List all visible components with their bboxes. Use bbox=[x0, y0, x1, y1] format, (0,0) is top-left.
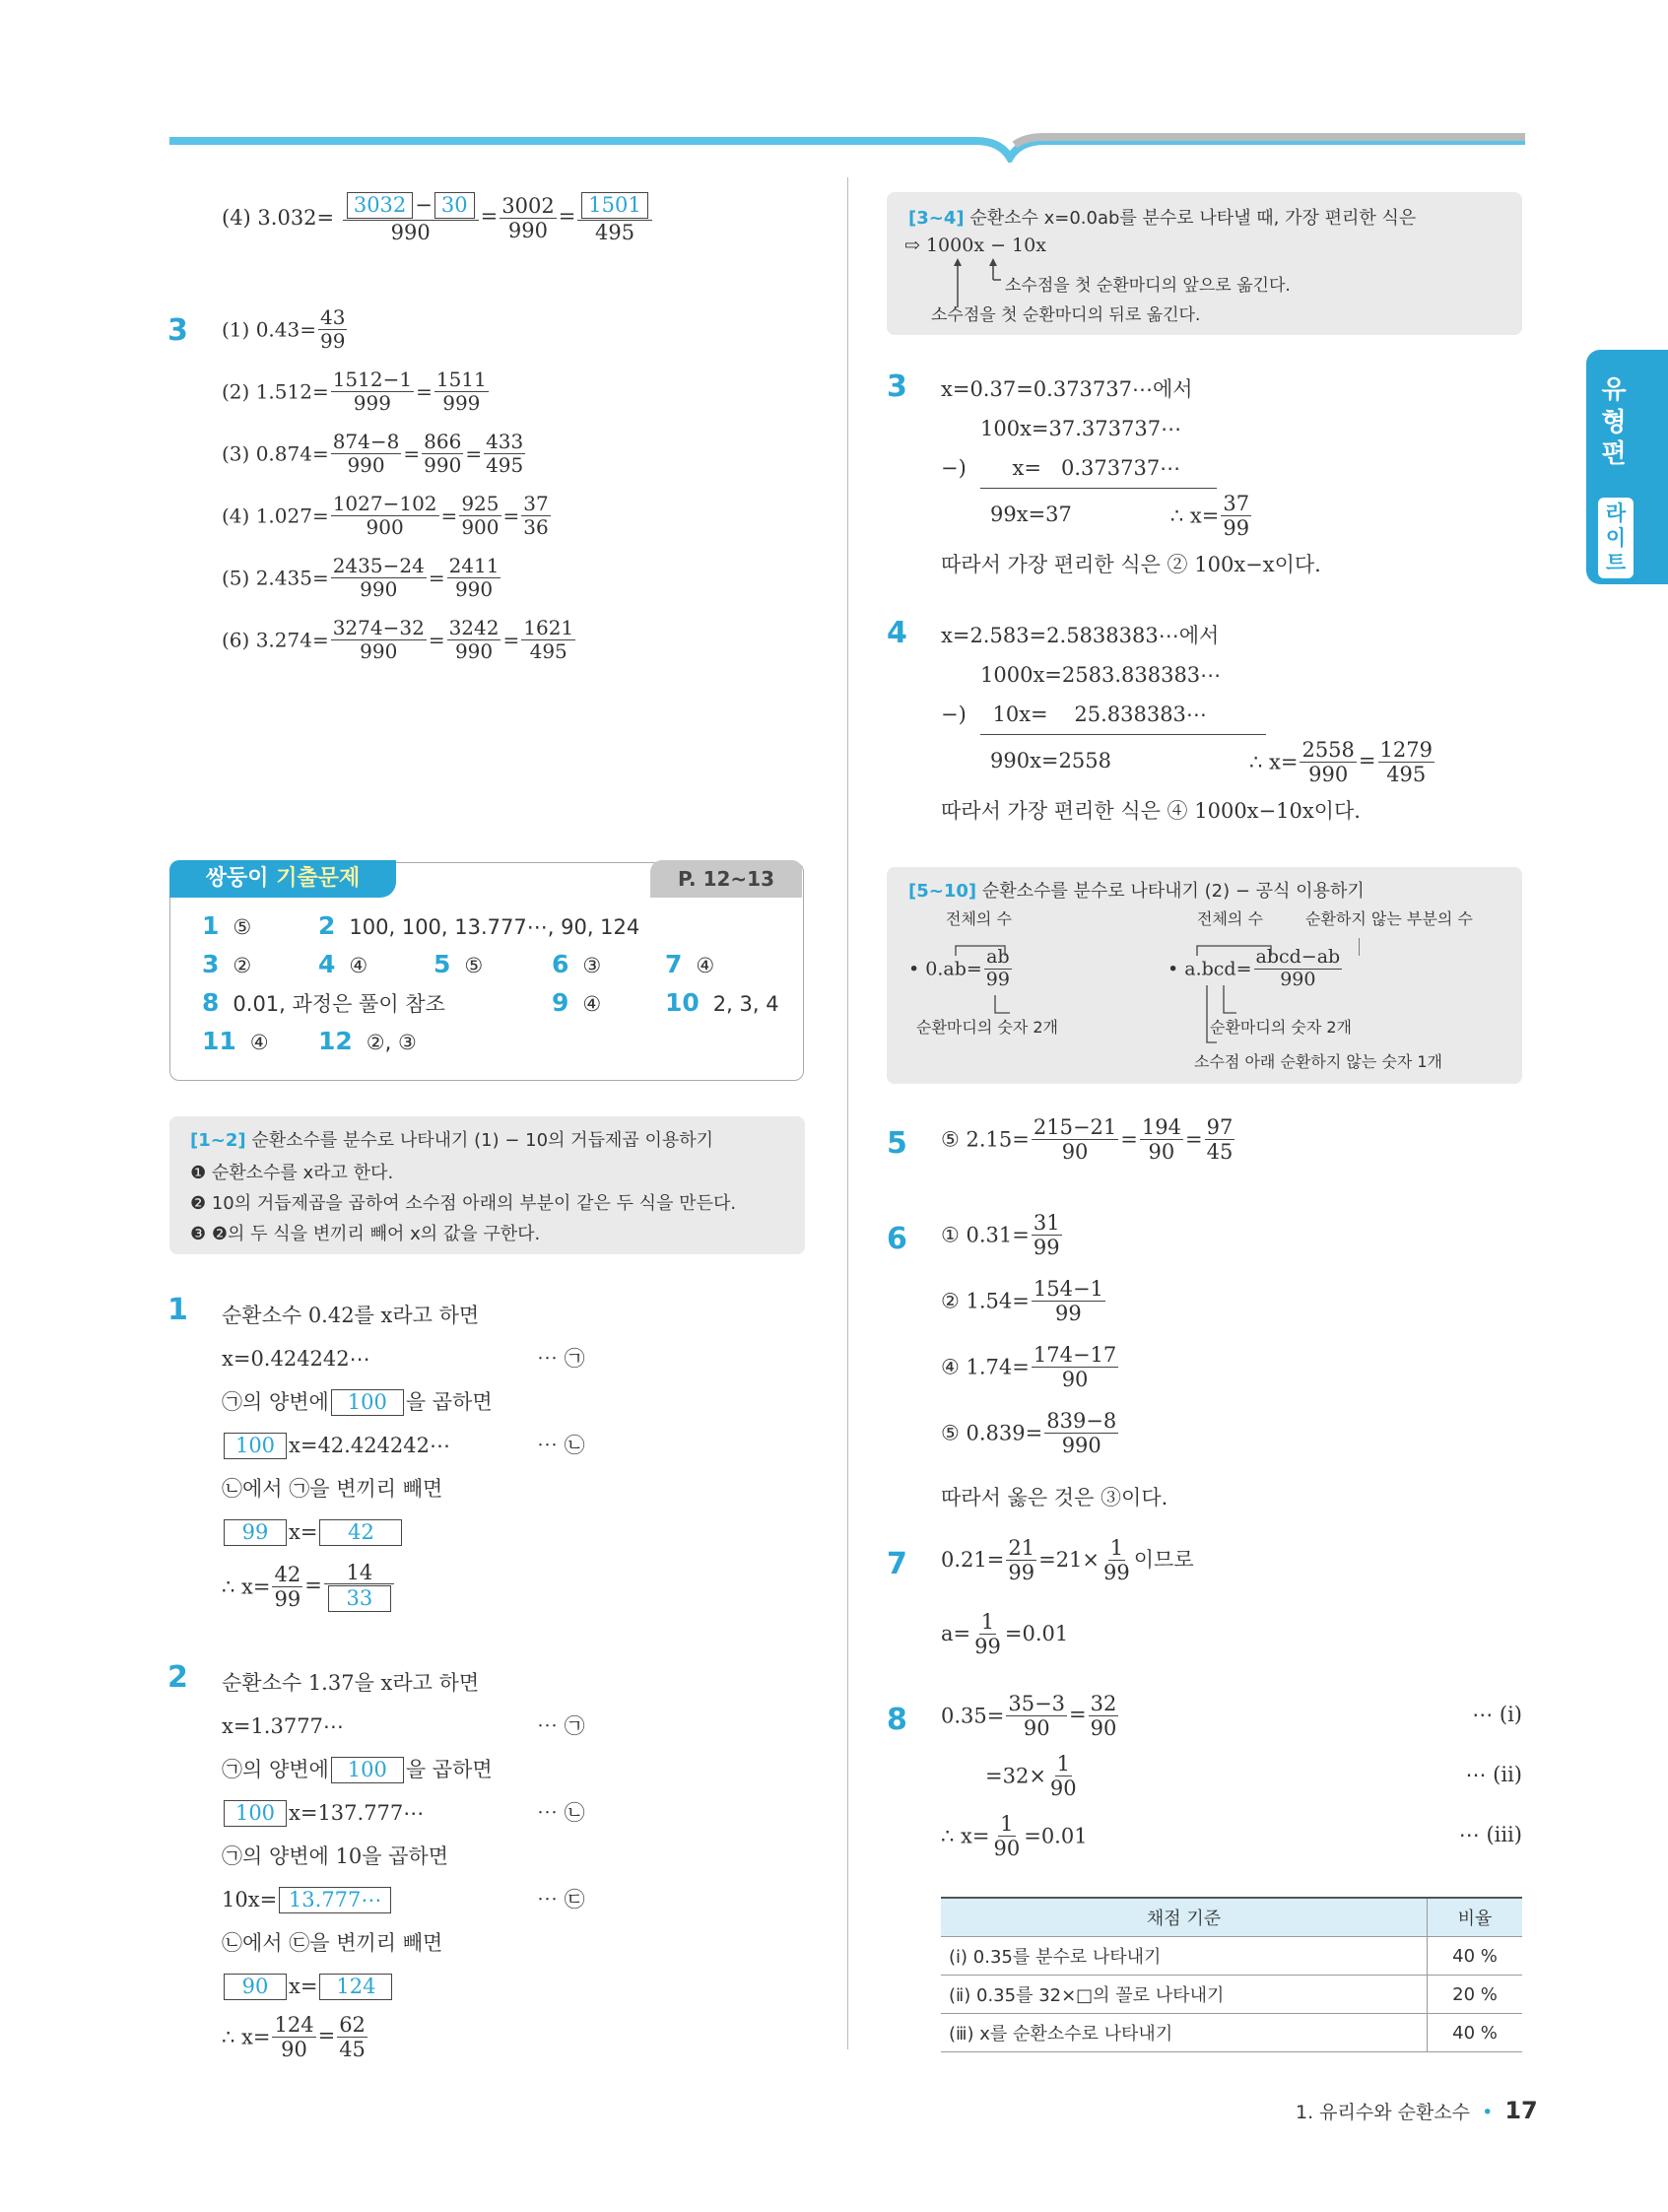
tip-line: ❶ 순환소수를 x라고 한다. bbox=[190, 1163, 394, 1183]
r-q4-solution: x=2.583=2.5838383⋯에서 1000x=2583.838383⋯ −) 10x= 25.838383⋯ 990x=2558 ∴ x= $\frac{2558}{990}$ = $\frac{1279}{495}$ 따라서 가장 편리한 식은 ④ 1000x−10x이다. bbox=[941, 624, 1433, 824]
page-number: 17 bbox=[1504, 2097, 1538, 2124]
equation-line: (4) 1.027= $\frac{1027-102}{900}$ = $\frac{925}{900}$ = $\frac{37}{36}$ bbox=[222, 492, 549, 539]
table-row bbox=[941, 1976, 1522, 2014]
twin-answer bbox=[318, 1027, 417, 1055]
scoring-table bbox=[941, 1897, 1522, 2052]
answer-box: 42 bbox=[319, 1519, 402, 1546]
tip-title: [3~4] 순환소수 x=0.0ab를 분수로 나타낼 때, 가장 편리한 식은 bbox=[908, 208, 1417, 229]
answer-box: 100 bbox=[224, 1433, 287, 1459]
side-tab-label-sub: 라이트 bbox=[1598, 498, 1634, 578]
equation-line: (1) 0.43= $\frac{43}{99}$ bbox=[222, 305, 346, 353]
tip-line: ❷ 10의 거듭제곱을 곱하여 소수점 아래의 부분이 같은 두 식을 만든다. bbox=[190, 1193, 737, 1214]
answer-value: ② bbox=[233, 954, 252, 977]
q6-conclusion: 따라서 옳은 것은 ③이다. bbox=[941, 1486, 1168, 1509]
fraction: $\frac{1621}{495}$ bbox=[523, 616, 574, 663]
q2-solution: 순환소수 1.37을 x라고 하면 x=1.3777⋯ ⋯ ㉠ ㉠의 양변에 100 을 곱하면 100 x=137.777⋯ ⋯ ㉡ ㉠의 양변에 10을 곱하면 10x= 13.777⋯ ⋯ ㉢ ㉡에서 ㉢을 변끼리 빼면 90 x= 124 ∴ x= $\frac{124}{90}$ = $\frac{62}{45}$ bbox=[222, 1671, 585, 2062]
tip34-formula: ⇨ 1000x − 10x bbox=[904, 235, 1046, 256]
fraction: $\frac{3002}{990}$ bbox=[501, 193, 555, 242]
fraction: $\frac{925}{900}$ bbox=[461, 492, 500, 539]
tip-title: [1~2] 순환소수를 분수로 나타내기 (1) − 10의 거듭제곱 이용하기 bbox=[190, 1130, 714, 1151]
twin-row bbox=[202, 1027, 793, 1065]
answer-box: 90 bbox=[224, 1974, 287, 2000]
fraction: $\frac{31}{99}$ bbox=[1033, 1211, 1060, 1260]
question-number: 5 bbox=[887, 1126, 907, 1161]
twin-row bbox=[202, 911, 793, 950]
table-header: 비율 bbox=[1428, 1898, 1523, 1937]
answer-number: 6 bbox=[552, 950, 569, 978]
answer-value: ⑤ bbox=[464, 954, 484, 977]
answer-value: ②, ③ bbox=[366, 1031, 417, 1054]
answer-number: 5 bbox=[434, 950, 451, 978]
equation-line: ② 1.54= $\frac{154-1}{99}$ bbox=[941, 1277, 1103, 1326]
answer-value: ⑤ bbox=[233, 915, 252, 939]
answer-number: 10 bbox=[665, 988, 700, 1017]
answer-number: 3 bbox=[202, 950, 220, 978]
equation-line: (5) 2.435= $\frac{2435-24}{990}$ = $\frac{2411}{990}$ bbox=[222, 554, 500, 601]
answer-value: ④ bbox=[349, 954, 368, 977]
equation-line: (2) 1.512= $\frac{1512-1}{999}$ = $\frac{1511}{999}$ bbox=[222, 368, 487, 415]
answer-box: 30 bbox=[434, 192, 475, 219]
q1-solution: 순환소수 0.42를 x라고 하면 x=0.424242⋯ ⋯ ㉠ ㉠의 양변에 100 을 곱하면 100 x=42.424242⋯ ⋯ ㉡ ㉡에서 ㉠을 변끼리 빼면 99 x= 42 ∴ x= $\frac{42}{99}$ = $\frac{14}{33}$ bbox=[222, 1304, 585, 1612]
chapter-title: 1. 유리수와 순환소수 bbox=[1296, 2102, 1471, 2123]
answer-box: 100 bbox=[224, 1800, 287, 1827]
answer-value: ④ bbox=[582, 992, 602, 1016]
answer-box: 1501 bbox=[581, 192, 647, 219]
answer-value: 0.01, 과정은 풀이 참조 bbox=[233, 992, 445, 1016]
fraction: $\frac{2435-24}{990}$ bbox=[332, 554, 425, 601]
fraction: $\frac{1511}{999}$ bbox=[435, 368, 487, 415]
table-cell: 40 % bbox=[1428, 1937, 1523, 1976]
table-header: 채점 기준 bbox=[941, 1898, 1428, 1937]
twin-answers bbox=[202, 911, 793, 1065]
fraction: $\frac{866}{990}$ bbox=[424, 430, 462, 477]
answer-number: 2 bbox=[318, 911, 336, 940]
tip510-arrows bbox=[946, 926, 1360, 1064]
tip510-label: 소수점 아래 순환하지 않는 숫자 1개 bbox=[1194, 1052, 1442, 1071]
fraction: $\frac{433}{495}$ bbox=[486, 430, 524, 477]
twin-row bbox=[202, 950, 793, 988]
tip510-label: 전체의 수 bbox=[946, 909, 1012, 928]
answer-box: 3032 bbox=[347, 192, 413, 219]
question-number: 2 bbox=[167, 1660, 188, 1695]
answer-value: ④ bbox=[696, 954, 715, 977]
fraction: $\frac{839-8}{990}$ bbox=[1046, 1409, 1117, 1458]
fraction: $\frac{194}{90}$ bbox=[1141, 1115, 1181, 1165]
answer-number: 4 bbox=[318, 950, 336, 978]
question-number: 3 bbox=[167, 313, 188, 348]
r-q5-solution bbox=[941, 1116, 1236, 1163]
r-q6-solution bbox=[941, 1212, 1168, 1511]
fraction: $\frac{1512-1}{999}$ bbox=[332, 368, 413, 415]
answer-box: 100 bbox=[331, 1757, 404, 1783]
tip510-example2: • a.bcd= $\frac{\text{abcd−ab}}{990}$ bbox=[1168, 946, 1341, 990]
twin-answer bbox=[202, 911, 251, 940]
answer-number: 12 bbox=[318, 1027, 353, 1055]
tip510-label: 전체의 수 bbox=[1197, 909, 1263, 928]
twin-answer bbox=[202, 1027, 269, 1055]
table-row bbox=[941, 1937, 1522, 1976]
question-number: 4 bbox=[887, 616, 907, 650]
fraction: $\frac{174-17}{90}$ bbox=[1033, 1343, 1117, 1392]
twin-answer bbox=[665, 988, 779, 1017]
answer-number: 1 bbox=[202, 911, 220, 940]
answer-box: 100 bbox=[331, 1389, 404, 1416]
fraction: $\frac{1501}{495}$ bbox=[577, 192, 651, 243]
top-header-bar bbox=[167, 133, 1527, 163]
r-q8-solution: 0.35= $\frac{35-3}{90}$ = $\frac{32}{90}$ ⋯ (ⅰ) =32× $\frac{1}{90}$ ⋯ (ⅱ) ∴ x= $\frac{1}{90}$ =0.01 ⋯ (ⅲ) bbox=[941, 1692, 1522, 1861]
twin-tab: 쌍둥이 기출문제 bbox=[169, 860, 396, 898]
table-cell: (ⅲ) x를 순환소수로 나타내기 bbox=[941, 2014, 1428, 2052]
twin-answer bbox=[318, 911, 639, 940]
equation-line: ① 0.31= $\frac{31}{99}$ bbox=[941, 1211, 1060, 1260]
column-divider bbox=[847, 177, 848, 2049]
tip-line: ❸ ❷의 두 식을 변끼리 빼어 x의 값을 구한다. bbox=[190, 1224, 541, 1244]
answer-value: 2, 3, 4 bbox=[712, 992, 779, 1016]
tip34-note1: 소수점을 첫 순환마디의 앞으로 옮긴다. bbox=[1005, 276, 1291, 296]
fraction: $\frac{2411}{990}$ bbox=[448, 554, 500, 601]
q3-items bbox=[222, 307, 577, 680]
fraction: $\frac{43}{99}$ bbox=[319, 305, 346, 353]
answer-value: ④ bbox=[249, 1031, 269, 1054]
twin-answer bbox=[318, 950, 367, 978]
r-q7-solution: 0.21= $\frac{21}{99}$ =21× $\frac{1}{99}$ 이므로 a= $\frac{1}{99}$ =0.01 bbox=[941, 1536, 1194, 1659]
fraction: $\frac{3242}{990}$ bbox=[448, 616, 500, 663]
equation-line: (6) 3.274= $\frac{3274-32}{990}$ = $\frac{3242}{990}$ = $\frac{1621}{495}$ bbox=[222, 616, 574, 663]
answer-value: 100, 100, 13.777⋯, 90, 124 bbox=[349, 915, 640, 939]
question-number: 1 bbox=[167, 1293, 188, 1327]
twin-row bbox=[202, 988, 793, 1027]
twin-answer bbox=[202, 950, 251, 978]
fraction: $\frac{3032 - 30}{990}$ bbox=[343, 192, 479, 243]
answer-value: ③ bbox=[582, 954, 602, 977]
table-row bbox=[941, 2014, 1522, 2052]
question-number: 7 bbox=[887, 1547, 907, 1581]
equation-line: ⑤ 0.839= $\frac{839-8}{990}$ bbox=[941, 1409, 1117, 1458]
fraction: $\frac{97}{45}$ bbox=[1206, 1115, 1234, 1165]
twin-answer bbox=[665, 950, 714, 978]
equation-line: ⑤ 2.15= $\frac{215-21}{90}$ = $\frac{194}{90}$ = $\frac{97}{45}$ bbox=[941, 1115, 1234, 1165]
fraction: $\frac{1027-102}{900}$ bbox=[332, 492, 437, 539]
tip510-label: 순환마디의 숫자 2개 bbox=[916, 1018, 1058, 1037]
twin-answer bbox=[552, 988, 601, 1017]
equation-line: ④ 1.74= $\frac{174-17}{90}$ bbox=[941, 1343, 1117, 1392]
twin-answer bbox=[434, 950, 483, 978]
left-top-item: (4) 3.032= $\frac{3032 - 30}{990}$ = $\frac{3002}{990}$ = $\frac{1501}{495}$ bbox=[222, 192, 654, 243]
table-cell: 20 % bbox=[1428, 1976, 1523, 2014]
tip510-example1: • 0.ab= $\frac{ab}{99}$ bbox=[908, 946, 1010, 990]
tip-lines bbox=[190, 1158, 736, 1249]
answer-number: 9 bbox=[552, 988, 569, 1017]
side-tab-label-main: 유형편 bbox=[1601, 375, 1627, 469]
answer-box: 13.777⋯ bbox=[279, 1887, 391, 1913]
question-number: 6 bbox=[887, 1222, 907, 1256]
table-cell: (ⅰ) 0.35를 분수로 나타내기 bbox=[941, 1937, 1428, 1976]
answer-number: 7 bbox=[665, 950, 683, 978]
answer-number: 8 bbox=[202, 988, 220, 1017]
answer-box: 124 bbox=[319, 1974, 392, 2000]
tip-title: [5~10] 순환소수를 분수로 나타내기 (2) − 공식 이용하기 bbox=[908, 881, 1365, 902]
tip510-label: 순환마디의 숫자 2개 bbox=[1210, 1018, 1352, 1037]
fraction: $\frac{37}{36}$ bbox=[523, 492, 549, 539]
table-cell: (ⅱ) 0.35를 32×□의 꼴로 나타내기 bbox=[941, 1976, 1428, 2014]
twin-pages: P. 12~13 bbox=[650, 860, 802, 898]
question-number: 3 bbox=[887, 369, 907, 404]
footer: 1. 유리수와 순환소수 • 17 bbox=[1296, 2097, 1538, 2124]
r-q3-solution: x=0.37=0.373737⋯에서 100x=37.373737⋯ −) x= 0.373737⋯ 99x=37 ∴ x= $\frac{37}{99}$ 따라서 가장 편리한 식은 ② 100x−x이다. bbox=[941, 377, 1321, 577]
twin-answer bbox=[552, 950, 601, 978]
table-cell: 40 % bbox=[1428, 2014, 1523, 2052]
answer-box: 33 bbox=[328, 1585, 391, 1612]
answer-number: 11 bbox=[202, 1027, 236, 1055]
tip34-note2: 소수점을 첫 순환마디의 뒤로 옮긴다. bbox=[931, 305, 1201, 325]
fraction: $\frac{154-1}{99}$ bbox=[1033, 1277, 1103, 1326]
fraction: $\frac{215-21}{90}$ bbox=[1033, 1115, 1117, 1165]
question-number: 8 bbox=[887, 1703, 907, 1737]
fraction: $\frac{874-8}{990}$ bbox=[332, 430, 400, 477]
fraction: $\frac{3274-32}{990}$ bbox=[332, 616, 425, 663]
tip510-label: 순환하지 않는 부분의 수 bbox=[1305, 909, 1473, 928]
twin-answer bbox=[202, 988, 445, 1018]
answer-box: 99 bbox=[224, 1519, 287, 1546]
equation-line: (3) 0.874= $\frac{874-8}{990}$ = $\frac{866}{990}$ = $\frac{433}{495}$ bbox=[222, 430, 524, 477]
